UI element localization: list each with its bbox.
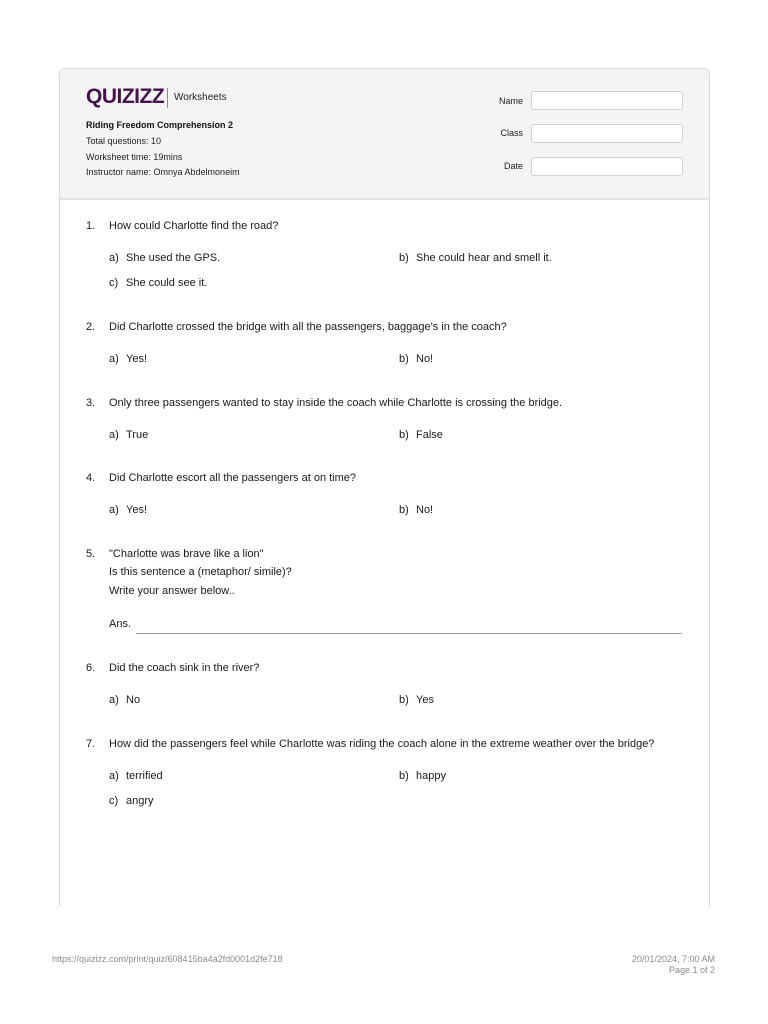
question-text: Did the coach sink in the river?	[109, 662, 260, 674]
question-number: 3.	[86, 397, 96, 409]
option-a: a) She used the GPS.	[109, 252, 221, 264]
option-b: b) She could hear and smell it.	[399, 252, 552, 264]
option-b: b) happy	[399, 770, 446, 782]
footer-page-number: Page 1 of 2	[668, 965, 715, 975]
logo-divider	[167, 88, 168, 108]
question-text: Only three passengers wanted to stay inside the coach while Charlotte is crossing the bridge.	[109, 397, 563, 409]
option-b: b) Yes	[399, 694, 434, 706]
worksheet-header	[60, 69, 709, 200]
name-field[interactable]	[531, 91, 683, 110]
option-b: b) No!	[399, 353, 434, 365]
option-c: c) She could see it.	[109, 277, 208, 289]
logo-subtitle: Worksheets	[174, 92, 227, 103]
question-line: Write your answer below..	[109, 585, 235, 597]
name-label: Name	[498, 96, 523, 106]
question-text: How did the passengers feel while Charlotte was riding the coach alone in the extreme weather over the bridge?	[109, 738, 655, 750]
class-label: Class	[500, 128, 523, 138]
option-a: a) Yes!	[109, 504, 148, 516]
question-line: Is this sentence a (metaphor/ simile)?	[109, 566, 292, 578]
total-questions: Total questions: 10	[86, 136, 162, 146]
option-b: b) False	[399, 429, 443, 441]
worksheet-title: Riding Freedom Comprehension 2	[86, 120, 234, 130]
date-field[interactable]	[531, 157, 683, 176]
question-text: How could Charlotte find the road?	[109, 220, 279, 232]
question-number: 5.	[86, 548, 96, 560]
option-a: a) terrified	[109, 770, 163, 782]
worksheet-time: Worksheet time: 19mins	[86, 152, 183, 162]
date-label: Date	[503, 161, 523, 171]
worksheet-page	[59, 68, 710, 906]
question-line: "Charlotte was brave like a lion"	[109, 548, 264, 560]
option-a: a) No	[109, 694, 141, 706]
question-number: 2.	[86, 321, 96, 333]
footer-datetime: 20/01/2024, 7:00 AM	[631, 954, 715, 964]
question-number: 7.	[86, 738, 96, 750]
class-field[interactable]	[531, 124, 683, 143]
question-text: Did Charlotte escort all the passengers at on time?	[109, 472, 357, 484]
option-c: c) angry	[109, 795, 154, 807]
question-number: 4.	[86, 472, 96, 484]
question-number: 1.	[86, 220, 96, 232]
footer-url: https://quizizz.com/print/quiz/608415ba4a2fd0001d2fe718	[52, 954, 283, 964]
option-a: a) Yes!	[109, 353, 148, 365]
question-text: Did Charlotte crossed the bridge with all the passengers, baggage's in the coach?	[109, 321, 507, 333]
instructor-name: Instructor name: Omnya Abdelmoneim	[86, 167, 240, 177]
answer-line[interactable]	[136, 633, 682, 634]
question-number: 6.	[86, 662, 96, 674]
option-b: b) No!	[399, 504, 434, 516]
option-a: a) True	[109, 429, 149, 441]
answer-label: Ans.	[109, 618, 132, 630]
quizizz-logo: QUIZIZZ	[86, 85, 165, 108]
